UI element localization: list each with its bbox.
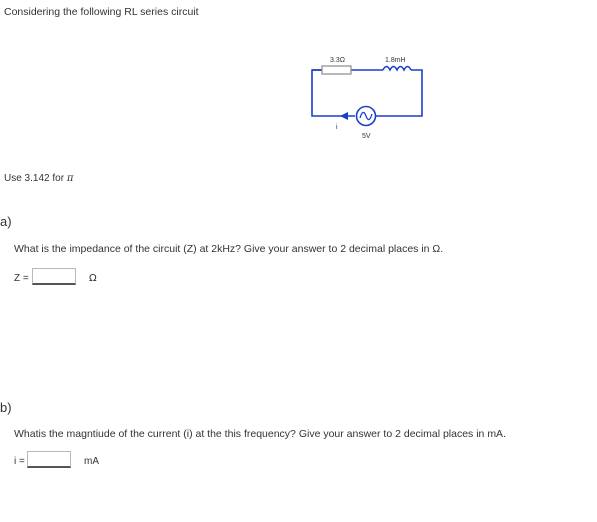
intro-text: Considering the following RL series circuit (4, 6, 199, 18)
impedance-unit: Ω (89, 273, 97, 284)
pi-note-text: Use 3.142 for (4, 173, 65, 184)
current-input[interactable] (27, 451, 71, 468)
inductor-label: 1.8mH (385, 57, 406, 64)
current-answer-label: i = (14, 456, 25, 467)
inductor (383, 67, 411, 71)
part-a-label: a) (0, 214, 12, 229)
current-label: i (336, 124, 338, 131)
current-unit: mA (84, 456, 99, 467)
impedance-input[interactable] (32, 268, 76, 285)
resistor (322, 66, 351, 74)
source-label: 5V (362, 133, 371, 140)
circuit-diagram (300, 48, 440, 143)
part-b-label: b) (0, 400, 12, 415)
impedance-answer-label: Z = (14, 273, 29, 284)
pi-symbol: π (66, 173, 74, 184)
resistor-label: 3.3Ω (330, 57, 345, 64)
part-b-question: Whatis the magntiude of the current (i) at the this frequency? Give your answer to 2 decimal places in mA. (14, 428, 506, 440)
part-a-question: What is the impedance of the circuit (Z) at 2kHz? Give your answer to 2 decimal places in Ω. (14, 243, 444, 255)
pi-note (4, 173, 73, 184)
current-arrow-icon (340, 112, 348, 120)
